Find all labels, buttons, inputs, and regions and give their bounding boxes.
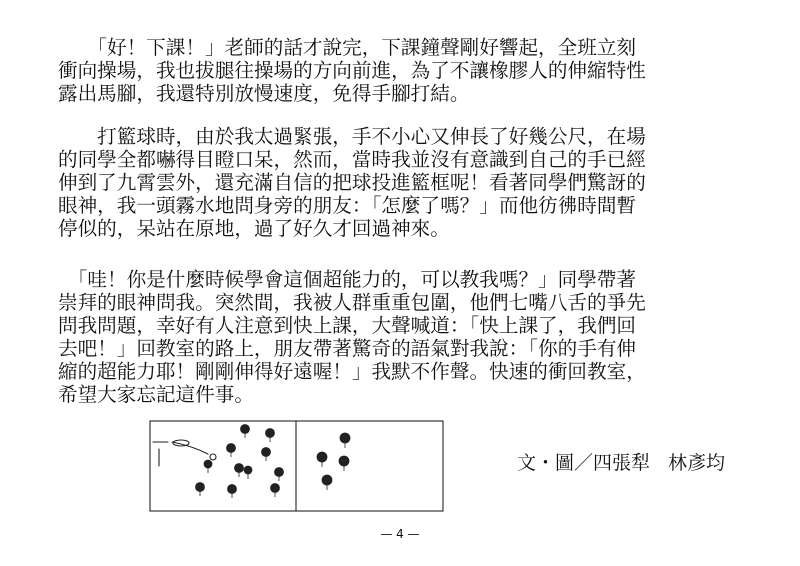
paragraph-line: 縮的超能力耶！剛剛伸得好遠喔！」我默不作聲。快速的衝回教室， <box>58 360 646 383</box>
stick-figure <box>317 452 327 467</box>
stick-figure <box>241 425 250 439</box>
stick-figure <box>271 484 280 498</box>
basketball-court-illustration <box>148 419 448 514</box>
paragraph-1 <box>58 36 758 105</box>
paragraph-line: 「好！下課！」老師的話才說完，下課鐘聲剛好響起，全班立刻 <box>58 36 637 59</box>
paragraph-line: 眼神，我一頭霧水地問身旁的朋友：「怎麼了嗎？」而他彷彿時間暫 <box>58 194 637 217</box>
paragraph-line: 打籃球時，由於我太過緊張，手不小心又伸長了好幾公尺，在場 <box>58 125 646 148</box>
paragraph-line: 崇拜的眼神問我。突然間，我被人群重重包圍，他們七嘴八舌的爭先 <box>58 291 646 314</box>
stick-figure <box>275 468 284 482</box>
paragraph-line: 伸到了九霄雲外，還充滿自信的把球投進籃框呢！看著同學們驚訝的 <box>58 171 646 194</box>
stretched-arm <box>172 442 208 454</box>
paragraph-2 <box>58 125 758 240</box>
stick-figure <box>196 483 205 497</box>
stick-figure <box>244 466 252 479</box>
paragraph-line: 希望大家忘記這件事。 <box>58 383 254 406</box>
page-number: — 4 — <box>380 527 420 541</box>
stick-figure <box>235 464 244 478</box>
stick-figure <box>228 485 237 499</box>
paragraph-line: 露出馬腳，我還特別放慢速度，免得手腳打結。 <box>58 82 470 105</box>
credit-prefix: 文・圖／四張犁 <box>517 452 651 474</box>
paragraph-line: 問我問題，幸好有人注意到快上課，大聲喊道：「快上課了，我們回 <box>58 314 637 337</box>
paragraph-line: 去吧！」回教室的路上，朋友帶著驚奇的語氣對我說：「你的手有伸 <box>58 337 637 360</box>
stick-figure <box>262 448 271 462</box>
author-credit <box>517 448 725 475</box>
credit-author: 林彥均 <box>668 452 726 474</box>
stick-figure <box>227 444 236 458</box>
paragraph-line: 停似的，呆站在原地，過了好久才回過神來。 <box>58 217 450 240</box>
stick-figure <box>322 475 332 490</box>
paragraph-3 <box>58 268 758 406</box>
stick-figure <box>266 429 275 443</box>
stick-figure <box>339 456 349 471</box>
paragraph-line: 「哇！你是什麼時候學會這個超能力的，可以教我嗎？」同學帶著 <box>58 268 637 291</box>
stick-figure <box>204 460 212 473</box>
ball-icon <box>210 454 216 460</box>
paragraph-line: 衝向操場，我也拔腿往操場的方向前進，為了不讓橡膠人的伸縮特性 <box>58 59 646 82</box>
paragraph-line: 的同學全都嚇得目瞪口呆，然而，當時我並沒有意識到自己的手已經 <box>58 148 646 171</box>
stick-figure <box>340 433 350 448</box>
